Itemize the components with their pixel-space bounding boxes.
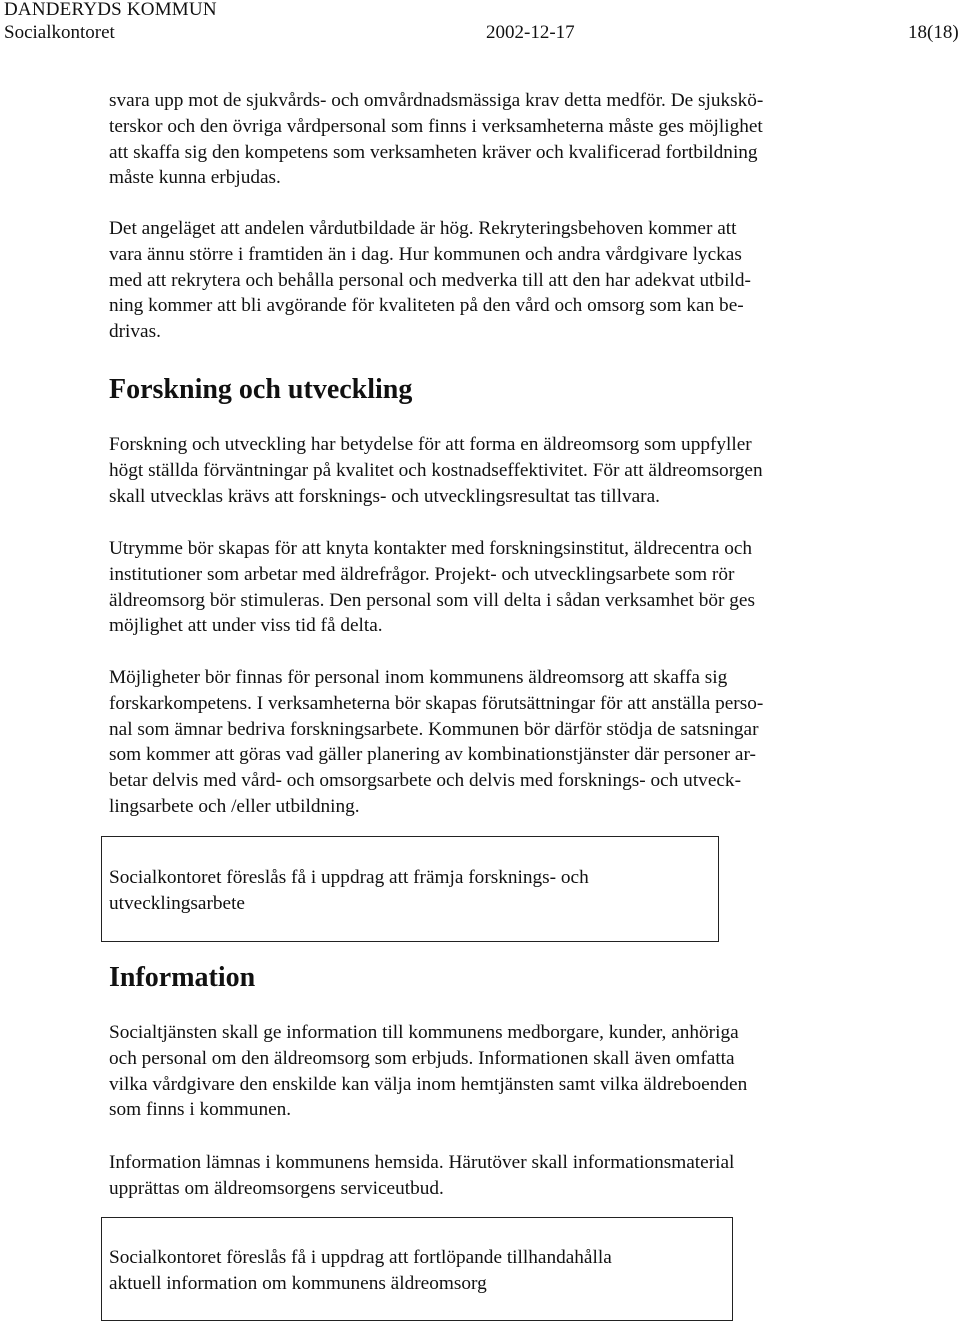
paragraph-research-competence: Möjligheter bör finnas för personal inom kommunens äldreomsorg att skaffa sig forskarkompetens. I verksamheterna bör skapas förutsättningar för att anställa perso- nal som ämnar bedriva forskningsarbete. Kommunen bör därför stödja de satsningar som kommer att göras vad gäller planering av kombinationstjänster där personer ar- betar delvis med vård- och omsorgsarbete och delvis med forsknings- och utveck- lingsarbete och /eller utbildning. bbox=[109, 667, 764, 817]
paragraph-information-website: Information lämnas i kommunens hemsida. Härutöver skall informationsmaterial upprättas om äldreomsorgens serviceutbud. bbox=[109, 1152, 735, 1199]
paragraph-recruitment-needs: Det angeläget att andelen vårdutbildade är hög. Rekryteringsbehoven kommer att vara ännu större i framtiden än i dag. Hur kommunen och andra vårdgivare lyckas med att rekrytera och behålla personal och medverka till att den har adekvat utbild- ning kommer att bli avgörande för kvaliteten på den vård och omsorg som kan be- drivas. bbox=[109, 218, 751, 343]
proposal-text-research: Socialkontoret föreslås få i uppdrag att främja forsknings- och utvecklingsarbete bbox=[109, 867, 589, 914]
heading-information: Information bbox=[109, 962, 256, 993]
proposal-text-information: Socialkontoret föreslås få i uppdrag att fortlöpande tillhandahålla aktuell information om kommunens äldreomsorg bbox=[109, 1247, 612, 1294]
paragraph-recruitment-intro: svara upp mot de sjukvårds- och omvårdnadsmässiga krav detta medför. De sjukskö- terskor och den övriga vårdpersonal som finns i verksamheterna måste ges möjlighet att skaffa sig den kompetens som verksamheten kräver och kvalificerad fortbildning måste kunna erbjudas. bbox=[109, 90, 764, 189]
document-date: 2002-12-17 bbox=[486, 22, 575, 43]
office-name: Socialkontoret bbox=[4, 22, 115, 43]
paragraph-information-scope: Socialtjänsten skall ge information till kommunens medborgare, kunder, anhöriga och personal om den äldreomsorg som erbjuds. Informationen skall även omfatta vilka vårdgivare den enskilde kan välja inom hemtjänsten samt vilka äldreboenden som finns i kommunen. bbox=[109, 1022, 748, 1121]
proposal-box-information bbox=[101, 1217, 733, 1321]
paragraph-research-contacts: Utrymme bör skapas för att knyta kontakter med forskningsinstitut, äldrecentra och institutioner som arbetar med äldrefrågor. Projekt- och utvecklingsarbete som rör äldreomsorg bör stimuleras. Den personal som vill delta i sådan verksamhet bör ges möjlighet att under viss tid få delta. bbox=[109, 538, 755, 637]
heading-research: Forskning och utveckling bbox=[109, 374, 413, 405]
proposal-box-research bbox=[101, 836, 719, 942]
paragraph-research-purpose: Forskning och utveckling har betydelse för att forma en äldreomsorg som uppfyller högt ställda förväntningar på kvalitet och kostnadseffektivitet. För att äldreomsorgen skall utvecklas krävs att forsknings- och utvecklingsresultat tas tillvara. bbox=[109, 434, 763, 507]
organization-name: DANDERYDS KOMMUN bbox=[4, 0, 217, 20]
page-number: 18(18) bbox=[908, 22, 959, 43]
